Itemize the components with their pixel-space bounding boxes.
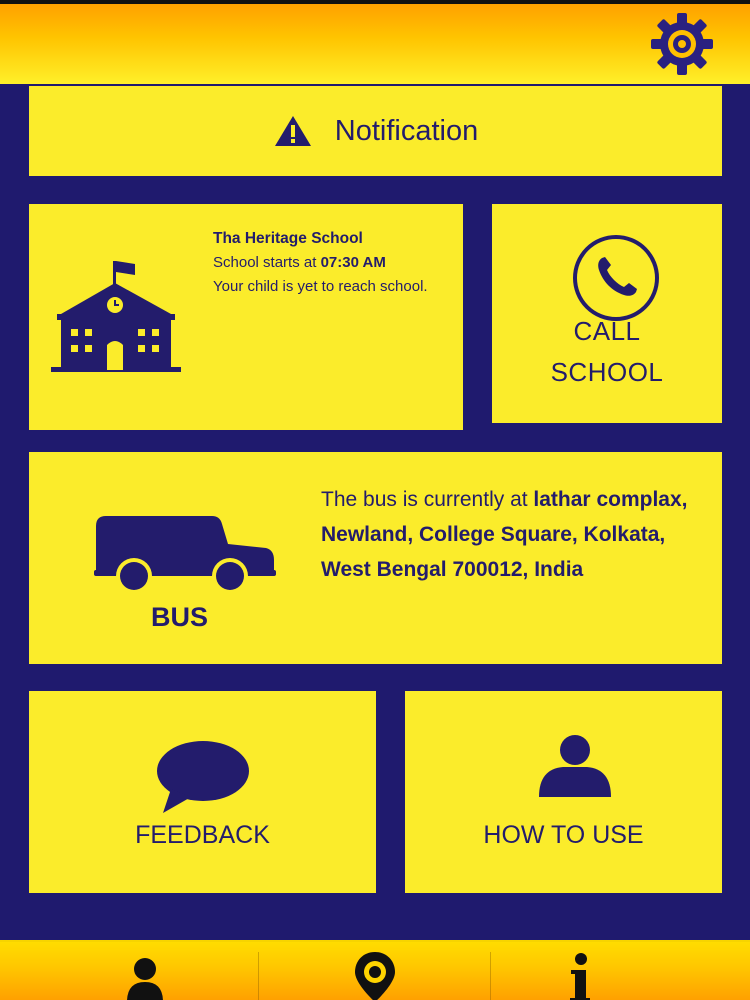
school-start-time: 07:30 AM — [320, 254, 386, 271]
notification-label: Notification — [334, 114, 479, 147]
bus-location-text — [321, 482, 701, 587]
location-pin-icon — [352, 950, 398, 1000]
school-info — [213, 227, 433, 299]
phone-icon — [572, 234, 660, 322]
nav-profile[interactable] — [20, 942, 270, 1000]
user-icon — [537, 735, 613, 797]
feedback-label: FEEDBACK — [135, 821, 270, 849]
gear-icon — [649, 11, 715, 77]
info-icon — [568, 952, 592, 1000]
how-to-use-button[interactable] — [405, 691, 722, 893]
call-school-button[interactable] — [492, 204, 722, 423]
profile-icon — [125, 956, 165, 1000]
call-label-line2: SCHOOL — [550, 357, 664, 387]
how-to-use-label: HOW TO USE — [483, 821, 644, 849]
school-start-line — [213, 251, 433, 275]
warning-icon — [273, 114, 313, 148]
school-name: Tha Heritage School — [213, 230, 363, 247]
call-label-line1: CALL — [573, 316, 641, 346]
bus-location: lathar complax, Newland, College Square, Kolkata, West Bengal 700012, India — [321, 488, 688, 581]
child-status: Your child is yet to reach school. — [213, 278, 428, 295]
nav-info[interactable] — [455, 942, 705, 1000]
bottom-nav — [0, 940, 750, 1000]
top-bar — [0, 0, 750, 84]
status-edge — [0, 0, 750, 4]
settings-button[interactable] — [648, 10, 716, 78]
notification-tile[interactable] — [29, 86, 722, 176]
bus-icon — [94, 514, 276, 596]
bus-tile[interactable] — [29, 452, 722, 664]
feedback-button[interactable] — [29, 691, 376, 893]
speech-bubble-icon — [155, 739, 251, 815]
school-tile[interactable] — [29, 204, 463, 430]
bus-label: BUS — [151, 602, 209, 632]
school-building-icon — [51, 259, 181, 374]
school-start-prefix: School starts at — [213, 254, 321, 271]
bus-location-prefix: The bus is currently at — [321, 488, 534, 511]
right-edge — [738, 84, 750, 940]
